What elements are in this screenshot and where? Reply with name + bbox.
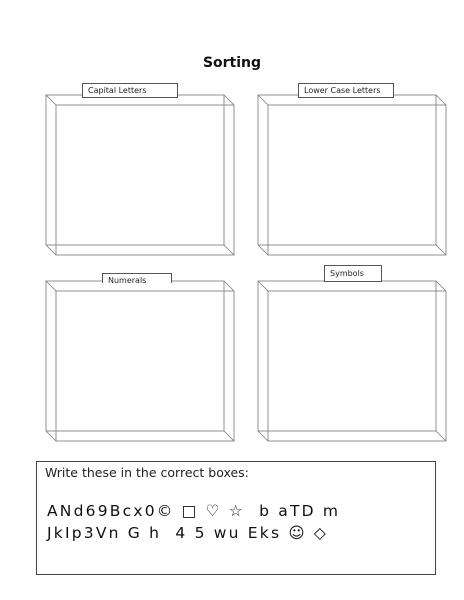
box-3d-outline xyxy=(46,276,236,441)
word-bank xyxy=(36,461,436,575)
numerals-label: Numerals xyxy=(102,273,172,283)
lower-case-letters-box xyxy=(258,86,448,255)
box-3d-outline xyxy=(46,90,236,255)
characters-row-2: JkIp3Vn G h 4 5 wu Eks ☺ ◇ xyxy=(47,524,328,542)
capital-letters-box xyxy=(46,86,236,255)
box-3d-outline xyxy=(258,276,448,441)
worksheet-title: Sorting xyxy=(202,55,262,71)
symbols-box xyxy=(258,269,448,441)
symbols-label: Symbols xyxy=(324,265,382,282)
characters-row-1: ANd69Bcx0© □ ♡ ☆ b aTD m xyxy=(47,502,341,520)
lower-case-letters-label: Lower Case Letters xyxy=(298,83,394,98)
capital-letters-label: Capital Letters xyxy=(82,83,178,98)
numerals-box xyxy=(46,276,236,441)
instruction-text: Write these in the correct boxes: xyxy=(45,465,249,480)
box-3d-outline xyxy=(258,90,448,255)
